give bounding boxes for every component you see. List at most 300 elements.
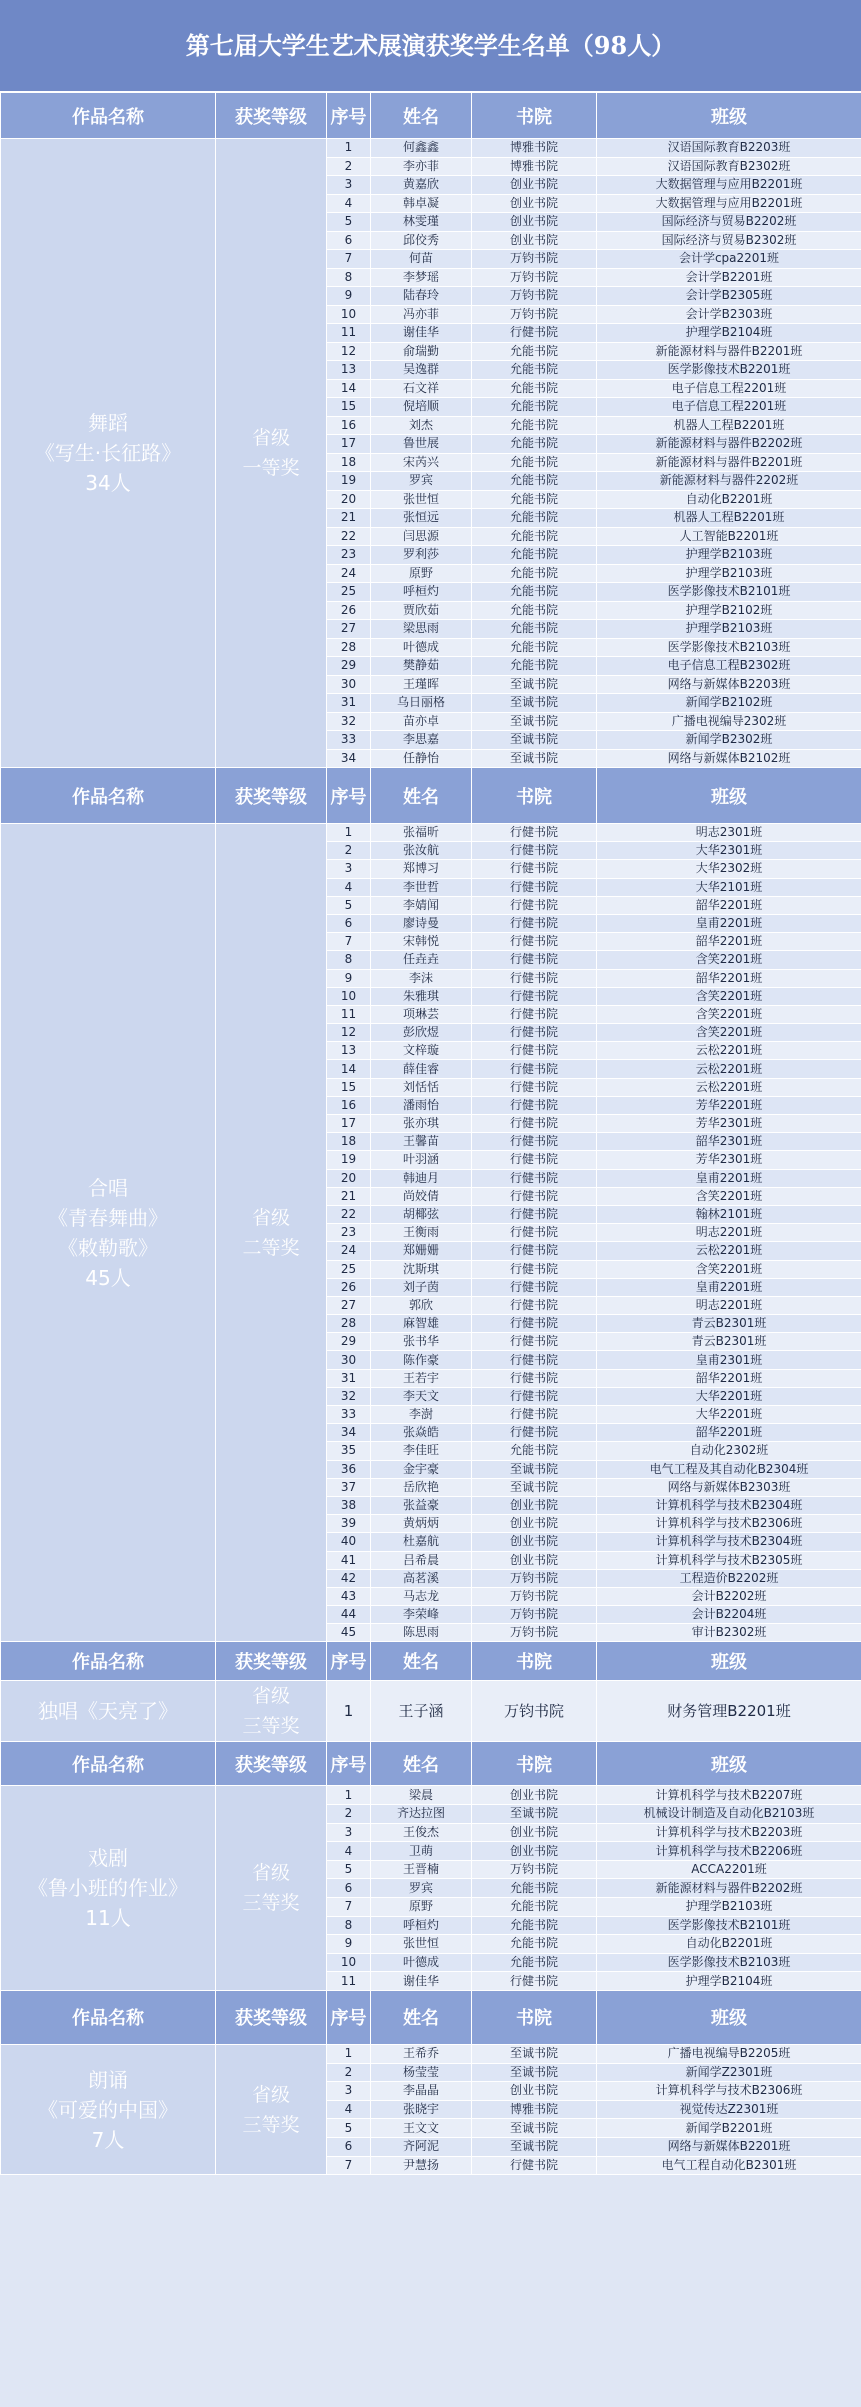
- cell-class: 电气工程及其自动化B2304班: [597, 1460, 861, 1478]
- cell-num: 18: [327, 1133, 371, 1151]
- cell-num: 18: [327, 453, 371, 472]
- header-class: 班级: [597, 93, 861, 139]
- header-college: 书院: [472, 93, 597, 139]
- cell-class: 会计学B2305班: [597, 287, 861, 306]
- cell-college: 允能书院: [472, 435, 597, 454]
- cell-name: 张书华: [371, 1333, 472, 1351]
- cell-name: 李思嘉: [371, 731, 472, 750]
- cell-name: 潘雨怡: [371, 1096, 472, 1114]
- award-level-line: 三等奖: [242, 1892, 300, 1915]
- cell-num: 19: [327, 1151, 371, 1169]
- cell-college: 允能书院: [472, 1442, 597, 1460]
- cell-num: 2: [327, 2063, 371, 2082]
- header-name: 姓名: [371, 1742, 472, 1786]
- cell-num: 2: [327, 842, 371, 860]
- cell-num: 30: [327, 675, 371, 694]
- cell-college: 创业书院: [472, 2082, 597, 2101]
- cell-college: 行健书院: [472, 1242, 597, 1260]
- header-award: 获奖等级: [216, 1990, 327, 2044]
- cell-num: 7: [327, 933, 371, 951]
- cell-name: 吕希晨: [371, 1551, 472, 1569]
- cell-name: 王俊杰: [371, 1823, 472, 1842]
- cell-num: 27: [327, 620, 371, 639]
- cell-class: 计算机科学与技术B2305班: [597, 1551, 861, 1569]
- cell-class: 机器人工程B2201班: [597, 509, 861, 528]
- cell-college: 行健书院: [472, 1224, 597, 1242]
- cell-class: 计算机科学与技术B2306班: [597, 1515, 861, 1533]
- cell-name: 李澍: [371, 1406, 472, 1424]
- cell-class: 含笑2201班: [597, 1005, 861, 1023]
- cell-num: 12: [327, 342, 371, 361]
- cell-name: 王希乔: [371, 2044, 472, 2063]
- cell-class: 机械设计制造及自动化B2103班: [597, 1805, 861, 1824]
- cell-name: 罗利莎: [371, 546, 472, 565]
- cell-class: 会计B2202班: [597, 1587, 861, 1605]
- cell-num: 8: [327, 951, 371, 969]
- cell-college: 创业书院: [472, 1496, 597, 1514]
- header-college: 书院: [472, 1742, 597, 1786]
- cell-college: 行健书院: [472, 1406, 597, 1424]
- cell-class: 云松2201班: [597, 1242, 861, 1260]
- cell-college: 允能书院: [472, 490, 597, 509]
- work-title-cell: [1, 139, 216, 768]
- cell-class: 大华2301班: [597, 842, 861, 860]
- cell-college: 万钧书院: [472, 1681, 597, 1742]
- cell-num: 30: [327, 1351, 371, 1369]
- cell-class: 韶华2201班: [597, 933, 861, 951]
- cell-num: 24: [327, 1242, 371, 1260]
- header-work: 作品名称: [1, 1642, 216, 1681]
- cell-college: 允能书院: [472, 657, 597, 676]
- work-title-line: 《青春舞曲》: [48, 1205, 168, 1230]
- cell-num: 9: [327, 287, 371, 306]
- cell-class: 审计B2302班: [597, 1624, 861, 1642]
- cell-name: 李沫: [371, 969, 472, 987]
- cell-class: 大数据管理与应用B2201班: [597, 194, 861, 213]
- table-row: [1, 1681, 861, 1742]
- cell-class: 翰林2101班: [597, 1205, 861, 1223]
- cell-college: 行健书院: [472, 1078, 597, 1096]
- cell-college: 万钧书院: [472, 250, 597, 269]
- cell-name: 黄嘉欣: [371, 176, 472, 195]
- header-row: [1, 1990, 861, 2044]
- cell-college: 创业书院: [472, 176, 597, 195]
- cell-college: 行健书院: [472, 1205, 597, 1223]
- cell-name: 胡椰弦: [371, 1205, 472, 1223]
- cell-college: 万钧书院: [472, 287, 597, 306]
- cell-name: 张焱皓: [371, 1424, 472, 1442]
- cell-class: 计算机科学与技术B2304班: [597, 1496, 861, 1514]
- cell-name: 闫思源: [371, 527, 472, 546]
- cell-name: 刘子茵: [371, 1278, 472, 1296]
- table-row: [1, 2044, 861, 2063]
- cell-name: 高茗溪: [371, 1569, 472, 1587]
- work-title-line: 戏剧: [88, 1846, 128, 1871]
- cell-name: 张益豪: [371, 1496, 472, 1514]
- cell-name: 邱佼秀: [371, 231, 472, 250]
- cell-college: 创业书院: [472, 1551, 597, 1569]
- cell-name: 何鑫鑫: [371, 139, 472, 158]
- cell-num: 26: [327, 601, 371, 620]
- header-row: [1, 1742, 861, 1786]
- cell-num: 3: [327, 176, 371, 195]
- header-name: 姓名: [371, 1990, 472, 2044]
- cell-class: 会计学cpa2201班: [597, 250, 861, 269]
- cell-class: 护理学B2102班: [597, 601, 861, 620]
- cell-class: 护理学B2103班: [597, 546, 861, 565]
- cell-name: 王馨苗: [371, 1133, 472, 1151]
- cell-num: 27: [327, 1296, 371, 1314]
- cell-college: 博雅书院: [472, 157, 597, 176]
- cell-name: 王晋楠: [371, 1860, 472, 1879]
- cell-class: 新能源材料与器件2202班: [597, 472, 861, 491]
- cell-college: 至诚书院: [472, 749, 597, 768]
- header-work: 作品名称: [1, 768, 216, 824]
- cell-name: 尹慧扬: [371, 2156, 472, 2175]
- cell-num: 28: [327, 1315, 371, 1333]
- cell-name: 王子涵: [371, 1681, 472, 1742]
- cell-college: 行健书院: [472, 1096, 597, 1114]
- cell-college: 允能书院: [472, 1953, 597, 1972]
- cell-num: 1: [327, 2044, 371, 2063]
- cell-college: 行健书院: [472, 1151, 597, 1169]
- work-title-line: 舞蹈: [88, 411, 128, 435]
- cell-name: 李世哲: [371, 878, 472, 896]
- cell-num: 1: [327, 824, 371, 842]
- cell-name: 呼桓灼: [371, 583, 472, 602]
- cell-name: 叶德成: [371, 638, 472, 657]
- cell-name: 谢佳华: [371, 1972, 472, 1991]
- cell-num: 21: [327, 509, 371, 528]
- cell-name: 张福昕: [371, 824, 472, 842]
- cell-class: 医学影像技术B2201班: [597, 361, 861, 380]
- cell-name: 金宇豪: [371, 1460, 472, 1478]
- cell-college: 行健书院: [472, 987, 597, 1005]
- work-title-line: 45人: [85, 1265, 131, 1290]
- cell-college: 允能书院: [472, 638, 597, 657]
- cell-college: 万钧书院: [472, 1606, 597, 1624]
- cell-name: 杨莹莹: [371, 2063, 472, 2082]
- work-title-line: 《写生·长征路》: [34, 441, 182, 465]
- cell-num: 8: [327, 268, 371, 287]
- cell-college: 万钧书院: [472, 1569, 597, 1587]
- cell-class: 大华2302班: [597, 860, 861, 878]
- cell-college: 允能书院: [472, 453, 597, 472]
- cell-num: 29: [327, 657, 371, 676]
- cell-college: 创业书院: [472, 231, 597, 250]
- header-college: 书院: [472, 1990, 597, 2044]
- cell-num: 37: [327, 1478, 371, 1496]
- cell-class: 自动化B2201班: [597, 490, 861, 509]
- cell-class: 含笑2201班: [597, 951, 861, 969]
- cell-name: 宋韩悦: [371, 933, 472, 951]
- cell-num: 15: [327, 1078, 371, 1096]
- cell-name: 罗宾: [371, 472, 472, 491]
- cell-college: 允能书院: [472, 564, 597, 583]
- cell-name: 廖诗曼: [371, 914, 472, 932]
- cell-college: 行健书院: [472, 824, 597, 842]
- cell-name: 乌日丽格: [371, 694, 472, 713]
- cell-class: 国际经济与贸易B2302班: [597, 231, 861, 250]
- cell-class: 芳华2301班: [597, 1115, 861, 1133]
- cell-name: 刘杰: [371, 416, 472, 435]
- cell-class: 护理学B2104班: [597, 324, 861, 343]
- award-level-cell: [216, 2044, 327, 2174]
- page-title: 第七届大学生艺术展演获奖学生名单（98人）: [0, 0, 861, 92]
- cell-num: 4: [327, 878, 371, 896]
- cell-num: 23: [327, 546, 371, 565]
- cell-college: 行健书院: [472, 860, 597, 878]
- cell-college: 允能书院: [472, 361, 597, 380]
- award-level-line: 省级: [251, 427, 290, 449]
- cell-college: 至诚书院: [472, 731, 597, 750]
- cell-name: 麻智雄: [371, 1315, 472, 1333]
- cell-college: 行健书院: [472, 1169, 597, 1187]
- cell-class: 护理学B2104班: [597, 1972, 861, 1991]
- cell-class: 新能源材料与器件B2202班: [597, 1879, 861, 1898]
- cell-num: 7: [327, 1898, 371, 1917]
- cell-num: 3: [327, 860, 371, 878]
- cell-num: 3: [327, 1823, 371, 1842]
- cell-class: 电气工程自动化B2301班: [597, 2156, 861, 2175]
- cell-num: 8: [327, 1916, 371, 1935]
- cell-num: 45: [327, 1624, 371, 1642]
- cell-college: 博雅书院: [472, 2100, 597, 2119]
- cell-college: 至诚书院: [472, 1478, 597, 1496]
- cell-college: 至诚书院: [472, 2119, 597, 2138]
- cell-num: 6: [327, 231, 371, 250]
- cell-college: 行健书院: [472, 951, 597, 969]
- cell-college: 至诚书院: [472, 1805, 597, 1824]
- cell-college: 创业书院: [472, 213, 597, 232]
- cell-college: 万钧书院: [472, 1587, 597, 1605]
- award-level-line: 省级: [251, 1862, 290, 1885]
- cell-num: 1: [327, 1681, 371, 1742]
- cell-num: 41: [327, 1551, 371, 1569]
- cell-class: 青云B2301班: [597, 1315, 861, 1333]
- cell-class: 工程造价B2202班: [597, 1569, 861, 1587]
- cell-num: 17: [327, 435, 371, 454]
- cell-name: 鲁世展: [371, 435, 472, 454]
- cell-num: 10: [327, 1953, 371, 1972]
- cell-name: 卫萌: [371, 1842, 472, 1861]
- cell-num: 33: [327, 731, 371, 750]
- cell-name: 任静怡: [371, 749, 472, 768]
- cell-class: 韶华2201班: [597, 1424, 861, 1442]
- cell-class: 大华2201班: [597, 1387, 861, 1405]
- cell-num: 4: [327, 2100, 371, 2119]
- award-level-line: 三等奖: [242, 1715, 300, 1738]
- cell-college: 允能书院: [472, 620, 597, 639]
- cell-class: 皇甫2201班: [597, 1169, 861, 1187]
- cell-college: 允能书院: [472, 546, 597, 565]
- cell-class: 新能源材料与器件B2202班: [597, 435, 861, 454]
- header-class: 班级: [597, 1742, 861, 1786]
- cell-num: 25: [327, 1260, 371, 1278]
- work-title-line: 7人: [91, 2127, 125, 2152]
- cell-college: 允能书院: [472, 398, 597, 417]
- cell-college: 创业书院: [472, 1786, 597, 1805]
- cell-name: 原野: [371, 1898, 472, 1917]
- cell-college: 创业书院: [472, 194, 597, 213]
- cell-college: 行健书院: [472, 324, 597, 343]
- cell-name: 梁思雨: [371, 620, 472, 639]
- header-college: 书院: [472, 1642, 597, 1681]
- cell-class: 广播电视编导B2205班: [597, 2044, 861, 2063]
- cell-college: 允能书院: [472, 509, 597, 528]
- header-name: 姓名: [371, 768, 472, 824]
- table-row: [1, 1786, 861, 1805]
- award-level-line: 省级: [251, 1206, 290, 1229]
- cell-class: 皇甫2201班: [597, 914, 861, 932]
- cell-class: 会计B2204班: [597, 1606, 861, 1624]
- cell-num: 22: [327, 1205, 371, 1223]
- cell-college: 行健书院: [472, 1972, 597, 1991]
- header-num: 序号: [327, 768, 371, 824]
- cell-class: 人工智能B2201班: [597, 527, 861, 546]
- cell-college: 行健书院: [472, 1315, 597, 1333]
- cell-num: 5: [327, 896, 371, 914]
- cell-name: 陈思雨: [371, 1624, 472, 1642]
- cell-college: 允能书院: [472, 601, 597, 620]
- cell-name: 陈作豪: [371, 1351, 472, 1369]
- cell-name: 李天文: [371, 1387, 472, 1405]
- cell-college: 允能书院: [472, 472, 597, 491]
- header-row: [1, 93, 861, 139]
- cell-class: 汉语国际教育B2302班: [597, 157, 861, 176]
- cell-num: 12: [327, 1024, 371, 1042]
- cell-name: 林雯瑾: [371, 213, 472, 232]
- cell-num: 5: [327, 1860, 371, 1879]
- cell-name: 王衡雨: [371, 1224, 472, 1242]
- award-level-line: 省级: [251, 1685, 290, 1708]
- cell-college: 行健书院: [472, 1042, 597, 1060]
- header-num: 序号: [327, 93, 371, 139]
- cell-num: 10: [327, 305, 371, 324]
- award-level-cell: [216, 139, 327, 768]
- cell-name: 杜嘉航: [371, 1533, 472, 1551]
- cell-class: 网络与新媒体B2102班: [597, 749, 861, 768]
- cell-name: 苗亦卓: [371, 712, 472, 731]
- cell-num: 6: [327, 2137, 371, 2156]
- cell-college: 行健书院: [472, 1005, 597, 1023]
- cell-num: 6: [327, 1879, 371, 1898]
- cell-num: 11: [327, 324, 371, 343]
- cell-college: 行健书院: [472, 1278, 597, 1296]
- header-class: 班级: [597, 768, 861, 824]
- cell-college: 允能书院: [472, 527, 597, 546]
- cell-college: 允能书院: [472, 1879, 597, 1898]
- cell-name: 尚姣倩: [371, 1187, 472, 1205]
- cell-num: 11: [327, 1005, 371, 1023]
- header-class: 班级: [597, 1990, 861, 2044]
- cell-name: 呼桓灼: [371, 1916, 472, 1935]
- cell-college: 万钧书院: [472, 1624, 597, 1642]
- cell-num: 17: [327, 1115, 371, 1133]
- cell-num: 11: [327, 1972, 371, 1991]
- header-award: 获奖等级: [216, 93, 327, 139]
- work-title-line: 11人: [85, 1906, 131, 1931]
- cell-name: 贾欣茹: [371, 601, 472, 620]
- cell-college: 行健书院: [472, 1060, 597, 1078]
- cell-name: 项琳芸: [371, 1005, 472, 1023]
- cell-class: 计算机科学与技术B2304班: [597, 1533, 861, 1551]
- cell-num: 13: [327, 1042, 371, 1060]
- awards-table: [0, 92, 861, 2175]
- cell-college: 至诚书院: [472, 675, 597, 694]
- cell-num: 9: [327, 969, 371, 987]
- cell-name: 倪培顺: [371, 398, 472, 417]
- cell-num: 4: [327, 194, 371, 213]
- cell-class: 护理学B2103班: [597, 620, 861, 639]
- cell-class: 皇甫2301班: [597, 1351, 861, 1369]
- cell-name: 郑姗姗: [371, 1242, 472, 1260]
- cell-class: 大华2201班: [597, 1406, 861, 1424]
- header-name: 姓名: [371, 93, 472, 139]
- header-work: 作品名称: [1, 1742, 216, 1786]
- cell-name: 任垚垚: [371, 951, 472, 969]
- cell-class: 医学影像技术B2101班: [597, 583, 861, 602]
- cell-name: 张世恒: [371, 1935, 472, 1954]
- work-title-line: 独唱《天亮了》: [38, 1699, 178, 1724]
- cell-name: 谢佳华: [371, 324, 472, 343]
- cell-name: 王若宇: [371, 1369, 472, 1387]
- cell-num: 9: [327, 1935, 371, 1954]
- cell-name: 朱雅琪: [371, 987, 472, 1005]
- cell-num: 5: [327, 213, 371, 232]
- work-title-line: 《鲁小班的作业》: [28, 1876, 188, 1901]
- cell-class: 计算机科学与技术B2206班: [597, 1842, 861, 1861]
- table-body: [1, 93, 861, 2175]
- cell-college: 行健书院: [472, 1260, 597, 1278]
- cell-college: 行健书院: [472, 2156, 597, 2175]
- cell-num: 34: [327, 749, 371, 768]
- cell-class: 新闻学Z2301班: [597, 2063, 861, 2082]
- cell-college: 至诚书院: [472, 2063, 597, 2082]
- cell-class: 护理学B2103班: [597, 1898, 861, 1917]
- cell-num: 34: [327, 1424, 371, 1442]
- cell-college: 行健书院: [472, 1369, 597, 1387]
- cell-college: 行健书院: [472, 1187, 597, 1205]
- cell-name: 薛佳睿: [371, 1060, 472, 1078]
- cell-class: 会计学B2201班: [597, 268, 861, 287]
- cell-class: 含笑2201班: [597, 1260, 861, 1278]
- cell-num: 31: [327, 1369, 371, 1387]
- cell-class: 芳华2301班: [597, 1151, 861, 1169]
- cell-class: 新闻学B2201班: [597, 2119, 861, 2138]
- cell-college: 万钧书院: [472, 268, 597, 287]
- cell-name: 李佳旺: [371, 1442, 472, 1460]
- work-title-cell: [1, 824, 216, 1642]
- award-level-line: 三等奖: [242, 2113, 300, 2136]
- cell-num: 29: [327, 1333, 371, 1351]
- cell-college: 行健书院: [472, 1296, 597, 1314]
- cell-class: 医学影像技术B2101班: [597, 1916, 861, 1935]
- cell-name: 王瑾晖: [371, 675, 472, 694]
- cell-college: 行健书院: [472, 1115, 597, 1133]
- work-title-cell: [1, 2044, 216, 2174]
- cell-college: 创业书院: [472, 1533, 597, 1551]
- cell-class: 新闻学B2302班: [597, 731, 861, 750]
- cell-college: 创业书院: [472, 1823, 597, 1842]
- header-award: 获奖等级: [216, 1742, 327, 1786]
- cell-num: 1: [327, 139, 371, 158]
- cell-class: 机器人工程B2201班: [597, 416, 861, 435]
- cell-num: 3: [327, 2082, 371, 2101]
- award-level-line: 省级: [251, 2083, 290, 2106]
- table-row: [1, 139, 861, 158]
- cell-num: 16: [327, 1096, 371, 1114]
